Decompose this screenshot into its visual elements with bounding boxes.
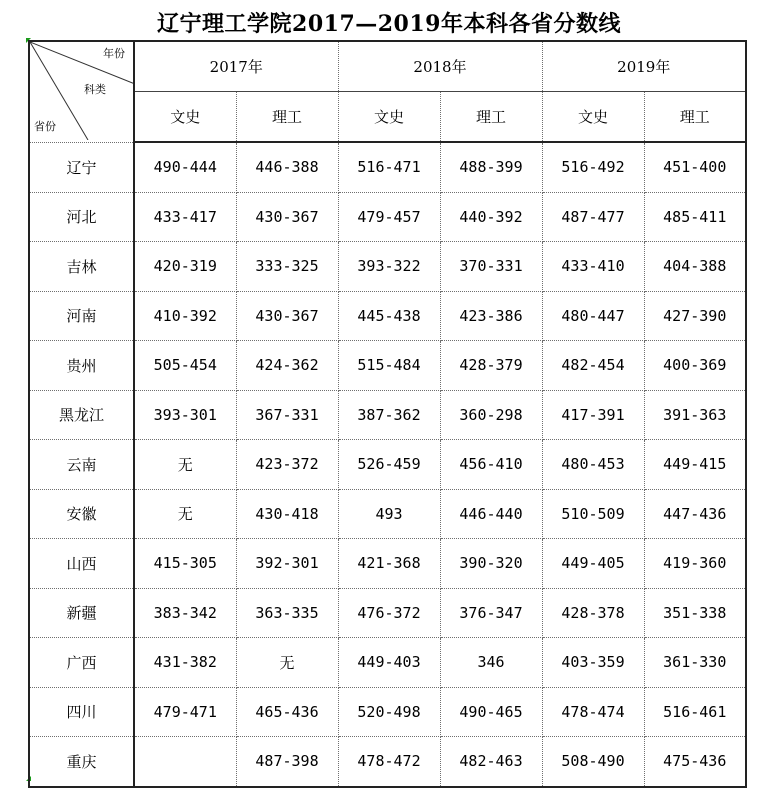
score-cell: 387-362	[338, 390, 440, 440]
score-cell: 447-436	[644, 489, 746, 539]
score-cell: 400-369	[644, 341, 746, 391]
score-cell: 428-379	[440, 341, 542, 391]
subject-header-cell: 文史	[542, 92, 644, 143]
score-cell: 410-392	[134, 291, 236, 341]
score-cell: 433-417	[134, 192, 236, 242]
header-year-row	[29, 41, 746, 92]
score-cell: 392-301	[236, 539, 338, 589]
score-cell: 无	[236, 638, 338, 688]
score-cell: 485-411	[644, 192, 746, 242]
year-header-2017: 2017年	[134, 41, 338, 92]
score-cell: 445-438	[338, 291, 440, 341]
score-cell: 391-363	[644, 390, 746, 440]
score-cell: 487-477	[542, 192, 644, 242]
score-cell: 449-415	[644, 440, 746, 490]
score-cell: 367-331	[236, 390, 338, 440]
score-cell: 415-305	[134, 539, 236, 589]
score-cell: 393-301	[134, 390, 236, 440]
score-cell: 419-360	[644, 539, 746, 589]
score-cell: 403-359	[542, 638, 644, 688]
score-cell: 490-465	[440, 687, 542, 737]
score-cell: 520-498	[338, 687, 440, 737]
score-cell: 488-399	[440, 142, 542, 192]
score-cell: 370-331	[440, 242, 542, 292]
table-row	[29, 440, 746, 490]
year-header-2019: 2019年	[542, 41, 746, 92]
province-cell: 四川	[29, 687, 134, 737]
score-cell: 478-474	[542, 687, 644, 737]
score-cell: 449-405	[542, 539, 644, 589]
score-cell: 487-398	[236, 737, 338, 787]
score-cell: 456-410	[440, 440, 542, 490]
subject-header-cell: 理工	[644, 92, 746, 143]
province-cell: 吉林	[29, 242, 134, 292]
province-cell: 河北	[29, 192, 134, 242]
year-header-2018: 2018年	[338, 41, 542, 92]
table-row	[29, 588, 746, 638]
score-cell: 423-386	[440, 291, 542, 341]
province-cell: 安徽	[29, 489, 134, 539]
score-cell: 390-320	[440, 539, 542, 589]
subject-header-cell: 理工	[236, 92, 338, 143]
table-row	[29, 242, 746, 292]
score-cell: 516-471	[338, 142, 440, 192]
corner-type-label: 科类	[84, 83, 106, 96]
score-cell: 383-342	[134, 588, 236, 638]
subject-header-cell: 文史	[134, 92, 236, 143]
score-cell: 478-472	[338, 737, 440, 787]
score-cell: 421-368	[338, 539, 440, 589]
score-cell: 479-457	[338, 192, 440, 242]
header-subject-row	[29, 92, 746, 143]
subject-header-cell: 理工	[440, 92, 542, 143]
score-cell: 433-410	[542, 242, 644, 292]
score-cell: 505-454	[134, 341, 236, 391]
table-row	[29, 687, 746, 737]
table-row	[29, 390, 746, 440]
score-cell: 482-463	[440, 737, 542, 787]
score-cell: 526-459	[338, 440, 440, 490]
score-cell: 446-440	[440, 489, 542, 539]
score-cell: 449-403	[338, 638, 440, 688]
score-cell: 510-509	[542, 489, 644, 539]
corner-year-label: 年份	[103, 47, 125, 60]
score-cell: 451-400	[644, 142, 746, 192]
score-cell: 346	[440, 638, 542, 688]
table-row	[29, 142, 746, 192]
score-cell: 393-322	[338, 242, 440, 292]
province-cell: 河南	[29, 291, 134, 341]
score-cell: 465-436	[236, 687, 338, 737]
score-cell: 508-490	[542, 737, 644, 787]
score-cell: 515-484	[338, 341, 440, 391]
province-cell: 山西	[29, 539, 134, 589]
province-cell: 广西	[29, 638, 134, 688]
province-cell: 新疆	[29, 588, 134, 638]
score-cell: 424-362	[236, 341, 338, 391]
table-row	[29, 489, 746, 539]
score-cell: 516-461	[644, 687, 746, 737]
score-cell: 430-367	[236, 192, 338, 242]
score-table	[28, 40, 747, 788]
province-cell: 贵州	[29, 341, 134, 391]
score-cell: 446-388	[236, 142, 338, 192]
score-cell: 376-347	[440, 588, 542, 638]
table-row	[29, 291, 746, 341]
province-cell: 云南	[29, 440, 134, 490]
score-cell: 475-436	[644, 737, 746, 787]
score-cell	[134, 737, 236, 787]
score-cell: 440-392	[440, 192, 542, 242]
table-row	[29, 638, 746, 688]
score-cell: 430-367	[236, 291, 338, 341]
score-cell: 361-330	[644, 638, 746, 688]
corner-header-cell	[29, 41, 134, 142]
score-cell: 363-335	[236, 588, 338, 638]
page-title: 辽宁理工学院2017—2019年本科各省分数线	[157, 11, 621, 37]
score-cell: 480-453	[542, 440, 644, 490]
table-row	[29, 539, 746, 589]
table-row	[29, 737, 746, 787]
score-cell: 476-372	[338, 588, 440, 638]
score-cell: 无	[134, 489, 236, 539]
score-cell: 417-391	[542, 390, 644, 440]
score-cell: 420-319	[134, 242, 236, 292]
score-cell: 490-444	[134, 142, 236, 192]
score-cell: 479-471	[134, 687, 236, 737]
score-cell: 493	[338, 489, 440, 539]
score-cell: 482-454	[542, 341, 644, 391]
score-cell: 423-372	[236, 440, 338, 490]
score-cell: 431-382	[134, 638, 236, 688]
province-cell: 辽宁	[29, 142, 134, 192]
score-cell: 无	[134, 440, 236, 490]
score-cell: 351-338	[644, 588, 746, 638]
province-cell: 黑龙江	[29, 390, 134, 440]
subject-header-cell: 文史	[338, 92, 440, 143]
score-cell: 480-447	[542, 291, 644, 341]
score-cell: 516-492	[542, 142, 644, 192]
corner-province-label: 省份	[34, 120, 56, 133]
score-cell: 404-388	[644, 242, 746, 292]
score-cell: 333-325	[236, 242, 338, 292]
score-cell: 427-390	[644, 291, 746, 341]
score-cell: 360-298	[440, 390, 542, 440]
province-cell: 重庆	[29, 737, 134, 787]
score-cell: 430-418	[236, 489, 338, 539]
table-row	[29, 341, 746, 391]
score-cell: 428-378	[542, 588, 644, 638]
table-row	[29, 192, 746, 242]
